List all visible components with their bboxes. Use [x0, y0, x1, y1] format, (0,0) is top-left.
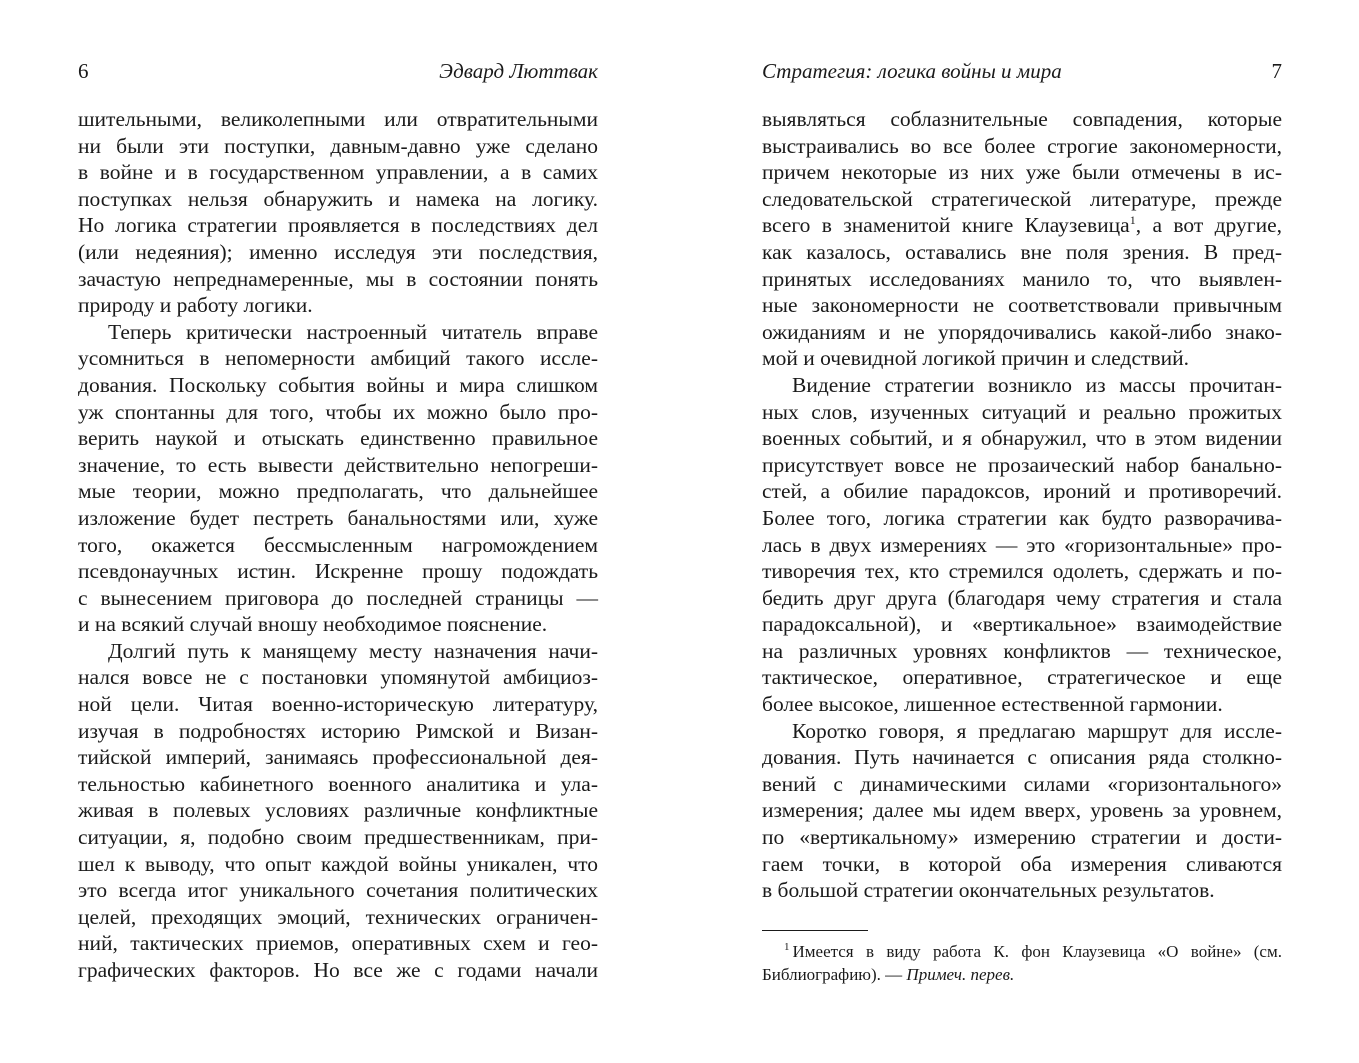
- text-line: псевдонаучных истин. Искренне прошу подождать: [78, 559, 598, 584]
- text-line: изложение будет пестреть банальностями или, хуже: [78, 505, 598, 530]
- text-line: и на всякий случай вношу необходимое пояснение.: [78, 612, 548, 637]
- text-line: ни были эти поступки, давным-давно уже сделано: [78, 133, 598, 158]
- footnote-line: [762, 963, 1282, 986]
- text-line: ний, тактических приемов, оперативных схем и гео-: [78, 931, 598, 956]
- text-line: изучая в подробностях историю Римской и Визан-: [78, 718, 598, 743]
- text-line: причем некоторые из них уже были отмечены в ис-: [762, 160, 1282, 185]
- text-line: это всегда итог уникального сочетания политических: [78, 878, 598, 903]
- line-text: всего в знаменитой книге Клаузевица: [762, 213, 1130, 238]
- running-head-title: Стратегия: логика войны и мира: [762, 59, 1062, 83]
- text-line: ных слов, изученных ситуаций и реально прожитых: [762, 399, 1282, 424]
- text-line: как казалось, оставались вне поля зрения. В пред-: [762, 239, 1282, 264]
- text-line: целей, преходящих эмоций, технических ограничен-: [78, 904, 598, 929]
- text-line: бедить друг друга (благодаря чему стратегия и стала: [762, 585, 1282, 610]
- text-line: Долгий путь к манящему месту назначения начи-: [108, 638, 598, 663]
- text-line: тийской империй, занимаясь профессиональной дея-: [78, 745, 598, 770]
- text-line: лась в двух измерениях — это «горизонтальные» про-: [762, 532, 1282, 557]
- page-number: 6: [78, 59, 89, 83]
- text-line: тельностью кабинетного военного аналитика и ула-: [78, 771, 598, 796]
- right-page-body: [762, 106, 1282, 904]
- text-line: измерения; далее мы идем вверх, уровень за уровнем,: [762, 798, 1282, 823]
- text-line: дования. Поскольку события войны и мира слишком: [78, 372, 598, 397]
- text-line: выстраивались во все более строгие закономерности,: [762, 133, 1282, 158]
- text-line: с вынесением приговора до последней страницы —: [78, 585, 598, 610]
- text-line: гаем точки, в которой оба измерения сливаются: [762, 851, 1282, 876]
- footnote: [762, 940, 1282, 986]
- text-line: ные закономерности не соответствовали привычным: [762, 293, 1282, 318]
- text-line: выявляться соблазнительные совпадения, которые: [762, 107, 1282, 131]
- footnote-line: [762, 940, 1282, 963]
- text-line: уж спонтанны для того, чтобы их можно было про-: [78, 399, 598, 424]
- text-line: верить наукой и отыскать единственно правильное: [78, 426, 598, 451]
- text-line: (или недеяния); именно исследуя эти последствия,: [78, 239, 598, 264]
- text-line: мые теории, можно предполагать, что дальнейшее: [78, 479, 598, 504]
- text-line: вений с динамическими силами «горизонтального»: [762, 771, 1282, 796]
- page-number: 7: [1271, 59, 1282, 83]
- text-line: живая в полевых условиях различные конфликтные: [78, 798, 598, 823]
- text-line: в большой стратегии окончательных результатов.: [762, 878, 1215, 903]
- right-page-header: [762, 56, 1282, 86]
- text-line: по «вертикальному» измерению стратегии и дости-: [762, 825, 1282, 850]
- text-line: тактическое, оперативное, стратегическое и еще: [762, 665, 1282, 690]
- left-page-body: [78, 106, 598, 984]
- text-line: присутствует вовсе не прозаический набор банально-: [762, 452, 1282, 477]
- text-line: на различных уровнях конфликтов — техническое,: [762, 638, 1282, 663]
- footnote-text: Имеется в виду работа К. фон Клаузевица «О войне» (см.: [792, 942, 1282, 961]
- text-line: Видение стратегии возникло из массы прочитан-: [792, 372, 1282, 397]
- line-tail: , а вот другие,: [1135, 213, 1282, 238]
- footnote-text: Библиографию). —: [762, 965, 907, 984]
- text-line-with-footnote-ref: [762, 212, 1282, 239]
- left-page-header: [78, 56, 598, 86]
- text-line: поступках нельзя обнаружить и намека на логику.: [78, 186, 598, 211]
- text-line: шительными, великолепными или отвратительными: [78, 107, 598, 131]
- text-line: значение, то есть вывести действительно непогреши-: [78, 452, 598, 477]
- text-line: принятых исследованиях манило то, что выявлен-: [762, 266, 1282, 291]
- text-line: зачастую непреднамеренные, мы в состоянии понять: [78, 266, 598, 291]
- text-line: военных событий, и я обнаружил, что в этом видении: [762, 426, 1282, 451]
- text-line: стей, а обилие парадоксов, ироний и противоречий.: [762, 479, 1282, 504]
- translator-note: Примеч. перев.: [906, 965, 1015, 984]
- text-line: следовательской стратегической литературе, прежде: [762, 186, 1282, 211]
- footnote-divider: [762, 930, 868, 931]
- text-line: того, окажется бессмысленным нагромождением: [78, 532, 598, 557]
- text-line: шел к выводу, что опыт каждой войны уникален, что: [78, 851, 598, 876]
- text-line: Более того, логика стратегии как будто разворачива-: [762, 505, 1282, 530]
- text-line: мой и очевидной логикой причин и следствий.: [762, 346, 1189, 371]
- text-line: нался вовсе не с постановки упомянутой амбициоз-: [78, 665, 598, 690]
- text-line: дования. Путь начинается с описания ряда столкно-: [762, 745, 1282, 770]
- text-line: ной цели. Читая военно-историческую литературу,: [78, 692, 598, 717]
- text-line: в войне и в государственном управлении, а в самих: [78, 160, 598, 185]
- text-line: природу и работу логики.: [78, 293, 313, 318]
- text-line: тиворечия тех, кто стремился одолеть, сдержать и по-: [762, 559, 1282, 584]
- text-line: Коротко говоря, я предлагаю маршрут для иссле-: [792, 718, 1282, 743]
- text-line: Но логика стратегии проявляется в последствиях дел: [78, 213, 598, 238]
- text-line: Теперь критически настроенный читатель вправе: [108, 319, 598, 344]
- text-line: графических факторов. Но все же с годами начали: [78, 958, 598, 982]
- text-line: более высокое, лишенное естественной гармонии.: [762, 692, 1223, 717]
- text-line: ожиданиям и не упорядочивались какой-либо знако-: [762, 319, 1282, 344]
- footnote-number: 1: [784, 941, 790, 954]
- footnote-reference: 1: [1129, 213, 1136, 228]
- text-line: ситуации, я, подобно своим предшественникам, при-: [78, 825, 598, 850]
- running-head-author: Эдвард Люттвак: [439, 59, 598, 83]
- text-line: парадоксальной), и «вертикальное» взаимодействие: [762, 612, 1282, 637]
- text-line: усомниться в непомерности амбиций такого иссле-: [78, 346, 598, 371]
